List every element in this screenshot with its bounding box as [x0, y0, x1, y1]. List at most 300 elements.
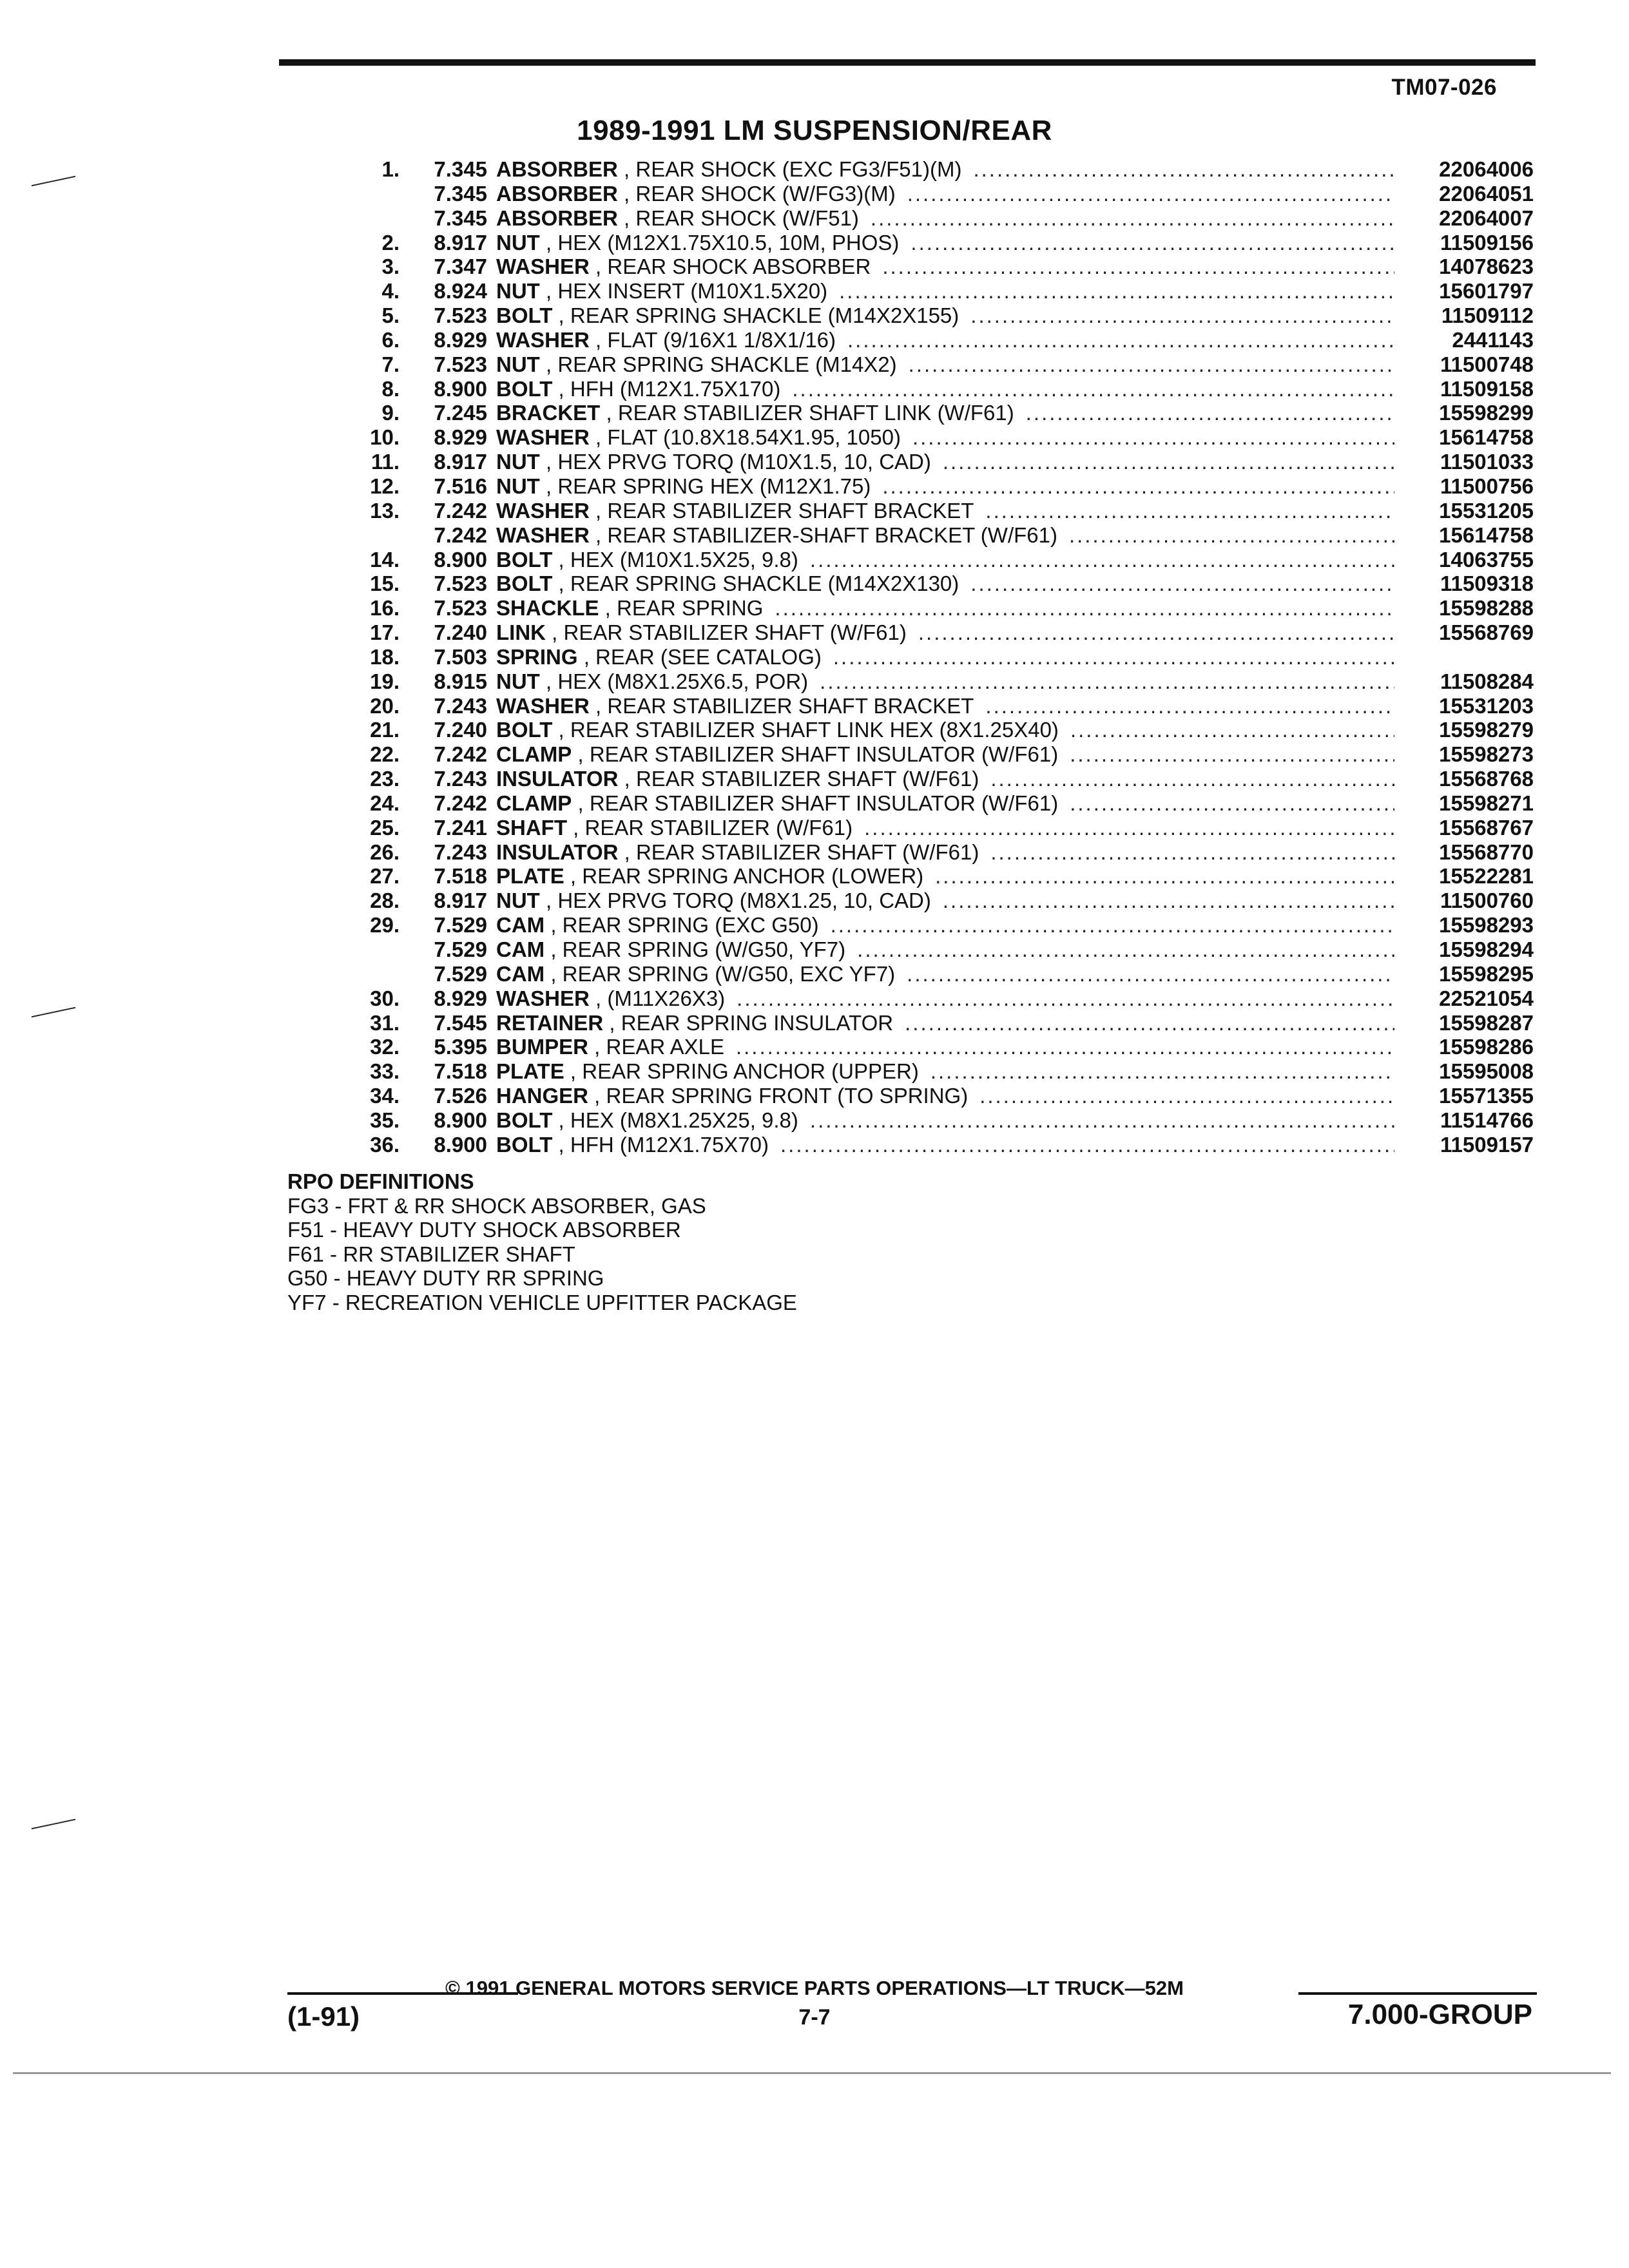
parts-row — [348, 742, 1534, 767]
group-number: 7.345 — [434, 206, 487, 230]
part-number: 15598286 — [1439, 1035, 1534, 1059]
parts-row — [348, 645, 1534, 669]
part-description — [496, 548, 1405, 572]
item-number: 29. — [370, 913, 400, 937]
parts-row — [348, 840, 1534, 865]
dot-leader — [905, 1011, 1394, 1035]
part-number: 15598293 — [1439, 913, 1534, 937]
separator: , — [539, 474, 558, 498]
separator: , — [588, 1084, 606, 1108]
item-number: 24. — [370, 791, 400, 815]
separator: , — [539, 889, 558, 913]
dot-leader — [907, 962, 1394, 986]
group-number: 8.929 — [434, 425, 487, 450]
part-description — [496, 1084, 1405, 1108]
separator: , — [589, 425, 608, 450]
separator: , — [552, 572, 570, 596]
part-name: WASHER — [496, 986, 590, 1010]
part-detail: REAR STABILIZER SHAFT BRACKET — [607, 693, 974, 718]
separator: , — [552, 1132, 570, 1157]
part-number: 15598273 — [1439, 742, 1534, 767]
part-detail: REAR AXLE — [606, 1035, 724, 1059]
part-name: ABSORBER — [496, 206, 618, 230]
part-name: WASHER — [496, 255, 590, 279]
group-number: 7.242 — [434, 498, 487, 523]
group-number: 7.241 — [434, 815, 487, 840]
rpo-definitions — [287, 1169, 797, 1314]
dot-leader — [839, 279, 1394, 303]
part-name: BOLT — [496, 1132, 553, 1157]
part-name: BRACKET — [496, 401, 601, 425]
separator: , — [539, 230, 558, 255]
part-detail: REAR SPRING (W/G50, YF7) — [562, 937, 846, 961]
parts-row — [348, 425, 1534, 450]
separator: , — [539, 669, 558, 693]
part-description — [496, 913, 1405, 937]
dot-leader — [737, 986, 1394, 1011]
section-group: 7.000-GROUP — [1347, 1999, 1532, 2030]
part-number: 15598294 — [1439, 937, 1534, 961]
part-number: 15598299 — [1439, 401, 1534, 425]
rpo-heading: RPO DEFINITIONS — [287, 1169, 474, 1193]
part-detail: REAR SPRING HEX (M12X1.75) — [557, 474, 871, 498]
part-detail: REAR STABILIZER (W/F61) — [584, 815, 853, 840]
part-number: 11514766 — [1440, 1108, 1534, 1132]
part-description — [496, 791, 1405, 816]
group-number: 7.529 — [434, 937, 487, 961]
parts-row — [348, 694, 1534, 718]
parts-row — [348, 1059, 1534, 1084]
rpo-definition: YF7 - RECREATION VEHICLE UPFITTER PACKAGE — [287, 1290, 797, 1314]
dot-leader — [909, 352, 1394, 377]
copyright-notice: © 1991 GENERAL MOTORS SERVICE PARTS OPERATIONS—LT TRUCK—52M — [445, 1977, 1184, 1999]
separator: , — [600, 401, 618, 425]
dot-leader — [857, 937, 1394, 962]
part-number: 15522281 — [1439, 864, 1534, 889]
parts-row — [348, 620, 1534, 645]
item-number: 17. — [370, 620, 400, 645]
part-detail: REAR STABILIZER SHAFT (W/F61) — [563, 620, 907, 645]
parts-row — [348, 767, 1534, 791]
group-number: 7.518 — [434, 1059, 487, 1084]
parts-row — [348, 718, 1534, 742]
part-name: CLAMP — [496, 791, 572, 815]
parts-row — [348, 596, 1534, 620]
part-detail: (M11X26X3) — [607, 986, 726, 1010]
separator: , — [618, 840, 636, 864]
part-detail: REAR STABILIZER-SHAFT BRACKET (W/F61) — [607, 523, 1057, 547]
parts-row — [348, 548, 1534, 572]
separator: , — [589, 693, 608, 718]
part-number: 22521054 — [1439, 986, 1534, 1010]
dot-leader — [979, 1084, 1394, 1108]
part-number: 15571355 — [1439, 1084, 1534, 1108]
part-number: 14078623 — [1439, 255, 1534, 279]
item-number: 10. — [370, 425, 400, 450]
item-number: 15. — [370, 572, 400, 596]
dot-leader — [912, 425, 1394, 450]
rpo-definition: F51 - HEAVY DUTY SHOCK ABSORBER — [287, 1218, 681, 1242]
part-name: LINK — [496, 620, 546, 645]
separator: , — [599, 596, 617, 620]
part-number: 11509112 — [1441, 303, 1534, 328]
separator: , — [552, 718, 570, 742]
dot-leader — [1026, 401, 1394, 425]
part-detail: REAR SPRING (EXC G50) — [562, 913, 819, 937]
parts-row — [348, 303, 1534, 328]
separator: , — [617, 157, 636, 181]
part-description — [496, 889, 1405, 913]
group-number: 8.917 — [434, 230, 487, 255]
item-number: 19. — [370, 669, 400, 693]
part-description — [496, 1108, 1405, 1133]
group-number: 8.929 — [434, 327, 487, 352]
bottom-rule — [13, 2072, 1611, 2074]
part-detail: REAR SPRING INSULATOR — [621, 1010, 894, 1035]
part-detail: REAR SHOCK (W/F51) — [635, 206, 859, 230]
part-description — [496, 669, 1405, 694]
part-description — [496, 328, 1405, 352]
item-number: 11. — [371, 450, 400, 474]
item-number: 2. — [381, 230, 400, 255]
group-number: 7.243 — [434, 693, 487, 718]
part-description — [496, 1059, 1405, 1084]
dot-leader — [973, 157, 1394, 182]
part-name: WASHER — [496, 425, 590, 450]
dot-leader — [871, 206, 1394, 231]
part-detail: HEX (M8X1.25X6.5, POR) — [557, 669, 809, 693]
parts-row — [348, 791, 1534, 816]
part-name: SHAFT — [496, 815, 567, 840]
parts-row — [348, 182, 1534, 206]
parts-row — [348, 572, 1534, 596]
part-name: WASHER — [496, 693, 590, 718]
part-description — [496, 255, 1405, 279]
group-number: 8.900 — [434, 547, 487, 572]
part-detail: REAR SPRING ANCHOR (LOWER) — [582, 864, 924, 889]
part-detail: REAR SPRING (W/G50, EXC YF7) — [562, 961, 896, 986]
separator: , — [589, 498, 608, 523]
separator: , — [545, 913, 563, 937]
part-name: PLATE — [496, 864, 564, 889]
part-number: 15614758 — [1439, 425, 1534, 450]
group-number: 7.518 — [434, 864, 487, 889]
part-description — [496, 718, 1405, 742]
part-detail: REAR SHOCK ABSORBER — [607, 255, 871, 279]
dot-leader — [990, 767, 1394, 791]
dot-leader — [810, 548, 1394, 572]
part-description — [496, 1133, 1405, 1157]
dot-leader — [882, 255, 1394, 279]
part-name: CAM — [496, 937, 545, 961]
group-number: 8.917 — [434, 450, 487, 474]
separator: , — [589, 986, 608, 1010]
part-detail: REAR SPRING — [617, 596, 764, 620]
part-number: 15598279 — [1439, 718, 1534, 742]
dot-leader — [970, 303, 1394, 328]
part-name: CAM — [496, 913, 545, 937]
parts-row — [348, 157, 1534, 182]
dot-leader — [847, 328, 1394, 352]
separator: , — [539, 352, 558, 376]
separator: , — [589, 255, 608, 279]
separator: , — [618, 767, 636, 791]
part-number: 15568767 — [1439, 815, 1534, 840]
scan-artifact — [32, 1819, 76, 1830]
parts-row — [348, 937, 1534, 962]
part-detail: REAR STABILIZER SHAFT INSULATOR (W/F61) — [589, 791, 1059, 815]
part-description — [496, 694, 1405, 718]
part-name: CAM — [496, 961, 545, 986]
separator: , — [572, 742, 590, 767]
dot-leader — [943, 450, 1394, 474]
separator: , — [588, 1035, 606, 1059]
separator: , — [617, 206, 636, 230]
group-number: 7.345 — [434, 157, 487, 181]
separator: , — [552, 547, 570, 572]
header-rule — [279, 59, 1536, 66]
item-number: 32. — [370, 1035, 400, 1059]
parts-row — [348, 864, 1534, 889]
group-number: 8.929 — [434, 986, 487, 1010]
dot-leader — [882, 474, 1394, 499]
dot-leader — [792, 377, 1394, 401]
part-number: 15614758 — [1439, 523, 1534, 547]
part-number: 15601797 — [1439, 279, 1534, 303]
part-name: SPRING — [496, 644, 578, 669]
part-name: WASHER — [496, 327, 590, 352]
group-number: 7.240 — [434, 620, 487, 645]
part-description — [496, 377, 1405, 401]
dot-leader — [911, 231, 1394, 255]
part-detail: REAR (SEE CATALOG) — [595, 644, 822, 669]
dot-leader — [1069, 523, 1394, 548]
item-number: 18. — [370, 644, 400, 669]
parts-row — [348, 279, 1534, 303]
group-number: 7.529 — [434, 913, 487, 937]
part-name: WASHER — [496, 498, 590, 523]
parts-row — [348, 1084, 1534, 1108]
item-number: 22. — [370, 742, 400, 767]
rpo-definition: G50 - HEAVY DUTY RR SPRING — [287, 1266, 604, 1290]
group-number: 7.523 — [434, 572, 487, 596]
group-number: 8.915 — [434, 669, 487, 693]
part-detail: REAR SHOCK (W/FG3)(M) — [635, 181, 896, 206]
item-number: 34. — [370, 1084, 400, 1108]
group-number: 7.523 — [434, 303, 487, 328]
dot-leader — [780, 1133, 1394, 1157]
part-name: NUT — [496, 230, 540, 255]
parts-row — [348, 328, 1534, 352]
part-detail: HFH (M12X1.75X70) — [570, 1132, 769, 1157]
part-description — [496, 1011, 1405, 1035]
parts-row — [348, 1108, 1534, 1133]
group-number: 7.347 — [434, 255, 487, 279]
part-number: 15598287 — [1439, 1010, 1534, 1035]
separator: , — [539, 279, 558, 303]
item-number: 33. — [370, 1059, 400, 1084]
separator: , — [589, 523, 608, 547]
part-detail: REAR SPRING SHACKLE (M14X2) — [557, 352, 897, 376]
part-number: 22064051 — [1439, 181, 1534, 206]
page-number: 7-7 — [798, 2005, 831, 2030]
part-description — [496, 425, 1405, 450]
issue-date: (1-91) — [287, 2001, 360, 2032]
parts-row — [348, 523, 1534, 548]
part-detail: REAR STABILIZER SHAFT INSULATOR (W/F61) — [589, 742, 1059, 767]
separator: , — [589, 327, 608, 352]
part-name: BOLT — [496, 547, 553, 572]
item-number: 16. — [370, 596, 400, 620]
part-name: CLAMP — [496, 742, 572, 767]
part-name: RETAINER — [496, 1010, 604, 1035]
parts-row — [348, 255, 1534, 279]
part-name: BOLT — [496, 718, 553, 742]
item-number: 35. — [370, 1108, 400, 1132]
part-description — [496, 279, 1405, 303]
item-number: 28. — [370, 889, 400, 913]
separator: , — [564, 864, 583, 889]
separator: , — [539, 450, 558, 474]
part-number: 15568769 — [1439, 620, 1534, 645]
part-number: 11509318 — [1440, 572, 1534, 596]
parts-row — [348, 962, 1534, 986]
parts-row — [348, 816, 1534, 840]
part-detail: FLAT (9/16X1 1/8X1/16) — [607, 327, 836, 352]
part-detail: HEX PRVG TORQ (M10X1.5, 10, CAD) — [557, 450, 931, 474]
rpo-definition: FG3 - FRT & RR SHOCK ABSORBER, GAS — [287, 1193, 706, 1218]
part-name: BOLT — [496, 572, 553, 596]
part-name: ABSORBER — [496, 157, 618, 181]
part-name: NUT — [496, 450, 540, 474]
part-name: NUT — [496, 474, 540, 498]
dot-leader — [985, 694, 1394, 718]
parts-row — [348, 474, 1534, 499]
part-number: 15568768 — [1439, 767, 1534, 791]
part-description — [496, 986, 1405, 1011]
part-detail: REAR STABILIZER SHAFT (W/F61) — [635, 840, 979, 864]
separator: , — [546, 620, 564, 645]
item-number: 26. — [370, 840, 400, 864]
part-description — [496, 450, 1405, 474]
part-number: 2441143 — [1452, 327, 1534, 352]
part-detail: HEX (M10X1.5X25, 9.8) — [570, 547, 798, 572]
part-detail: REAR SPRING SHACKLE (M14X2X155) — [570, 303, 959, 328]
part-description — [496, 645, 1405, 669]
part-name: HANGER — [496, 1084, 589, 1108]
part-name: WASHER — [496, 523, 590, 547]
dot-leader — [985, 499, 1394, 523]
part-description — [496, 303, 1405, 328]
part-detail: REAR SPRING ANCHOR (UPPER) — [582, 1059, 919, 1084]
part-description — [496, 962, 1405, 986]
part-detail: REAR STABILIZER SHAFT (W/F61) — [635, 767, 979, 791]
part-description — [496, 499, 1405, 523]
item-number: 5. — [381, 303, 400, 328]
parts-row — [348, 1035, 1534, 1059]
part-description — [496, 474, 1405, 499]
part-number: 15598295 — [1439, 961, 1534, 986]
parts-row — [348, 231, 1534, 255]
part-number: 14063755 — [1439, 547, 1534, 572]
part-detail: REAR STABILIZER SHAFT LINK HEX (8X1.25X40) — [570, 718, 1059, 742]
part-name: INSULATOR — [496, 767, 619, 791]
separator: , — [552, 376, 570, 401]
group-number: 7.242 — [434, 791, 487, 815]
part-description — [496, 523, 1405, 548]
part-detail: HEX INSERT (M10X1.5X20) — [557, 279, 828, 303]
part-description — [496, 157, 1405, 182]
parts-row — [348, 206, 1534, 231]
parts-row — [348, 377, 1534, 401]
parts-row — [348, 669, 1534, 694]
part-number: 11500748 — [1440, 352, 1534, 376]
group-number: 7.345 — [434, 181, 487, 206]
item-number: 23. — [370, 767, 400, 791]
parts-row — [348, 450, 1534, 474]
group-number: 8.917 — [434, 889, 487, 913]
group-number: 7.523 — [434, 352, 487, 376]
group-number: 7.503 — [434, 644, 487, 669]
dot-leader — [1070, 742, 1394, 767]
part-number: 11500756 — [1440, 474, 1534, 498]
item-number: 36. — [370, 1132, 400, 1157]
part-description — [496, 596, 1405, 620]
part-name: NUT — [496, 352, 540, 376]
dot-leader — [810, 1108, 1394, 1133]
group-number: 7.242 — [434, 742, 487, 767]
group-number: 7.242 — [434, 523, 487, 547]
group-number: 7.243 — [434, 840, 487, 864]
separator: , — [564, 1059, 583, 1084]
part-detail: HEX (M12X1.75X10.5, 10M, PHOS) — [557, 230, 900, 255]
part-detail: FLAT (10.8X18.54X1.95, 1050) — [607, 425, 901, 450]
part-detail: HFH (M12X1.75X170) — [570, 376, 781, 401]
separator: , — [545, 937, 563, 961]
item-number: 6. — [381, 327, 400, 352]
parts-row — [348, 1133, 1534, 1157]
part-description — [496, 182, 1405, 206]
dot-leader — [930, 1059, 1394, 1084]
group-number: 7.245 — [434, 401, 487, 425]
part-description — [496, 206, 1405, 231]
part-number: 15531203 — [1439, 693, 1534, 718]
part-description — [496, 401, 1405, 425]
document-code: TM07-026 — [1391, 75, 1497, 100]
group-number: 7.243 — [434, 767, 487, 791]
part-detail: REAR STABILIZER SHAFT LINK (W/F61) — [617, 401, 1014, 425]
item-number: 4. — [381, 279, 400, 303]
part-number: 11509157 — [1440, 1132, 1534, 1157]
separator: , — [545, 961, 563, 986]
part-name: NUT — [496, 279, 540, 303]
group-number: 8.924 — [434, 279, 487, 303]
item-number: 13. — [370, 498, 400, 523]
parts-row — [348, 499, 1534, 523]
group-number: 7.526 — [434, 1084, 487, 1108]
item-number: 21. — [370, 718, 400, 742]
part-detail: REAR SHOCK (EXC FG3/F51)(M) — [635, 157, 962, 181]
part-number: 15598271 — [1439, 791, 1534, 815]
part-name: ABSORBER — [496, 181, 618, 206]
item-number: 7. — [381, 352, 400, 376]
part-description — [496, 620, 1405, 645]
part-number: 11508284 — [1440, 669, 1534, 693]
dot-leader — [775, 596, 1394, 620]
item-number: 3. — [381, 255, 400, 279]
part-detail: REAR SPRING FRONT (TO SPRING) — [606, 1084, 969, 1108]
item-number: 31. — [370, 1010, 400, 1035]
